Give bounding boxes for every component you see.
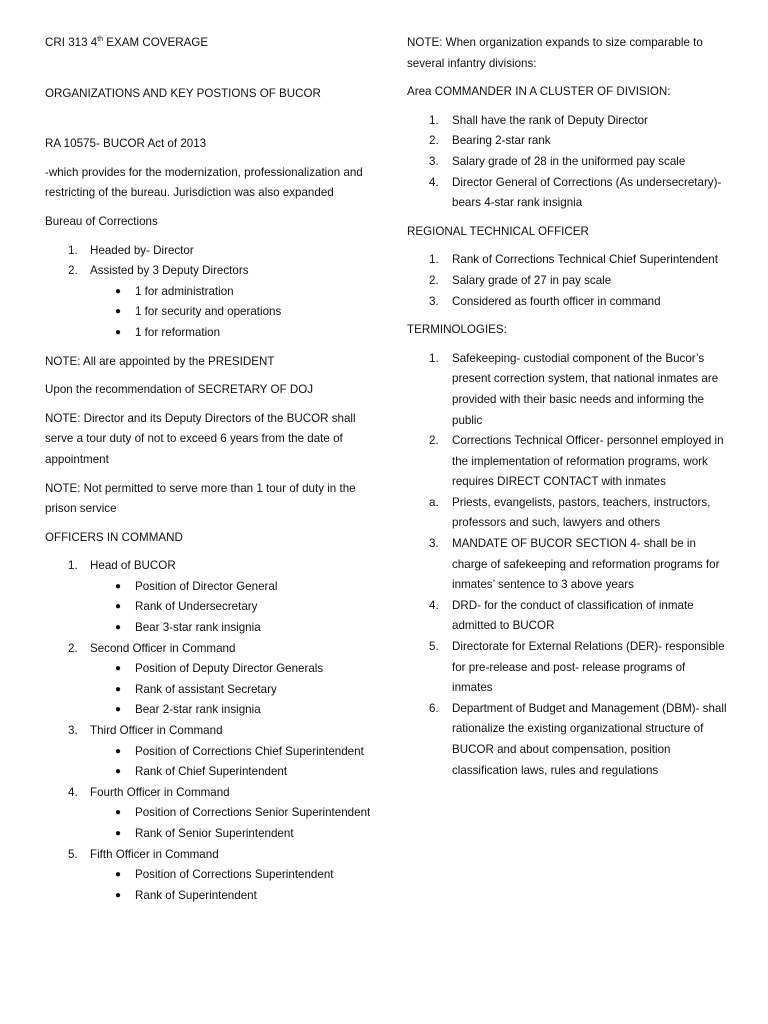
list-item: 5. Directorate for External Relations (DER)- responsible for pre-release and post- release programs of inmates	[429, 640, 725, 695]
list-item: 6. Department of Budget and Management (DBM)- shall rationalize the existing organizational structure of BUCOR and about compensation, position classification laws, rules and regulations	[429, 701, 727, 777]
officers-list	[45, 556, 375, 906]
bullet-item: ● 1 for administration	[45, 282, 375, 303]
left-column	[45, 33, 375, 914]
bullet-icon: ●	[115, 326, 122, 338]
area-commander-list	[407, 111, 727, 214]
officer-bullets	[90, 865, 375, 906]
bullet-icon: ●	[115, 745, 122, 757]
bullet-item: ● Rank of Chief Superintendent	[45, 762, 375, 783]
note-appointed: NOTE: All are appointed by the PRESIDENT	[45, 354, 275, 368]
recommendation: Upon the recommendation of SECRETARY OF DOJ	[45, 383, 314, 397]
officers-heading: OFFICERS IN COMMAND	[45, 530, 183, 544]
area-commander-heading: Area COMMANDER IN A CLUSTER OF DIVISION:	[407, 85, 671, 99]
list-item: 4. Director General of Corrections (As undersecretary)- bears 4-star rank insignia	[429, 175, 722, 210]
right-column	[407, 33, 727, 789]
bullet-item: ● Position of Director General	[45, 577, 375, 598]
act-description: -which provides for the modernization, professionalization and restricting of the bureau. Jurisdiction was also expanded	[45, 165, 363, 200]
bureau-heading: Bureau of Corrections	[45, 214, 158, 228]
list-item: a. Priests, evangelists, pastors, teachers, instructors, professors and such, lawyers and others	[429, 495, 711, 530]
list-item: 2. Second Officer in Command ● Position of Deputy Director Generals ● Rank of assistant Secretary ● Bear 2-star rank insignia	[45, 639, 375, 721]
bullet-item: ● 1 for security and operations	[45, 302, 375, 323]
act-title: RA 10575- BUCOR Act of 2013	[45, 137, 207, 151]
bullet-icon: ●	[115, 663, 122, 675]
bullet-item: ● Position of Corrections Superintendent	[45, 865, 375, 886]
list-item: 1. Shall have the rank of Deputy Director	[429, 113, 648, 127]
list-item: 3. Considered as fourth officer in command	[429, 294, 661, 308]
bullet-item: ● Bear 3-star rank insignia	[45, 618, 375, 639]
section-heading: ORGANIZATIONS AND KEY POSTIONS OF BUCOR	[45, 86, 321, 100]
bullet-item: ● Position of Corrections Chief Superintendent	[45, 742, 375, 763]
bullet-icon: ●	[115, 580, 122, 592]
bullet-icon: ●	[115, 683, 122, 695]
note-tour-duty: NOTE: Director and its Deputy Directors of the BUCOR shall serve a tour duty of not to exceed 6 years from the date of appointment	[45, 411, 356, 466]
bullet-icon: ●	[115, 601, 122, 613]
bullet-icon: ●	[115, 807, 122, 819]
list-item: 2. Bearing 2-star rank	[429, 134, 551, 148]
bullet-icon: ●	[115, 889, 122, 901]
exam-header: CRI 313 4th EXAM COVERAGE	[45, 36, 209, 49]
note-not-permitted: NOTE: Not permitted to serve more than 1 tour of duty in the prison service	[45, 481, 356, 516]
bullet-icon: ●	[115, 766, 122, 778]
bullet-item: ● 1 for reformation	[45, 323, 375, 344]
bullet-icon: ●	[115, 306, 122, 318]
officer-bullets	[90, 803, 375, 844]
bullet-item: ● Rank of assistant Secretary	[45, 680, 375, 701]
bullet-item: ● Position of Corrections Senior Superintendent	[45, 803, 375, 824]
bullet-icon: ●	[115, 828, 122, 839]
bullet-item: ● Rank of Undersecretary	[45, 597, 375, 618]
list-item: 1. Safekeeping- custodial component of the Bucor’s present correction system, that national inmates are provided with their basic needs and informing the public	[429, 351, 719, 427]
expansion-note: NOTE: When organization expands to size comparable to several infantry divisions:	[407, 36, 703, 70]
list-item: 2. Assisted by 3 Deputy Directors ● 1 for administration ● 1 for security and operations ● 1 for reformation	[45, 261, 375, 343]
list-item: 5. Fifth Officer in Command ● Position of Corrections Superintendent ● Rank of Superintendent	[45, 845, 375, 907]
deputy-bullets	[90, 282, 375, 344]
bullet-icon: ●	[115, 704, 122, 716]
bullet-icon: ●	[115, 869, 122, 881]
bullet-item: ● Rank of Senior Superintendent	[45, 824, 375, 845]
bullet-item: ● Position of Deputy Director Generals	[45, 659, 375, 680]
list-item: 1. Head of BUCOR ● Position of Director General ● Rank of Undersecretary ● Bear 3-star rank insignia	[45, 556, 375, 638]
list-item: 3. Salary grade of 28 in the uniformed pay scale	[429, 154, 686, 168]
bullet-item: ● Rank of Superintendent	[45, 886, 375, 907]
officer-bullets	[90, 577, 375, 639]
bullet-item: ● Bear 2-star rank insignia	[45, 700, 375, 721]
list-item: 4. Fourth Officer in Command ● Position of Corrections Senior Superintendent ● Rank of Senior Superintendent	[45, 783, 375, 845]
terminologies-heading: TERMINOLOGIES:	[407, 323, 507, 337]
list-item: 3. MANDATE OF BUCOR SECTION 4- shall be in charge of safekeeping and reformation programs for inmates’ sentence to 3 above years	[429, 537, 720, 592]
list-item: 3. Third Officer in Command ● Position of Corrections Chief Superintendent ● Rank of Chief Superintendent	[45, 721, 375, 783]
bureau-list	[45, 241, 375, 344]
bullet-icon: ●	[115, 622, 122, 634]
officer-bullets	[90, 742, 375, 783]
list-item: 2. Salary grade of 27 in pay scale	[429, 273, 612, 287]
regional-officer-heading: REGIONAL TECHNICAL OFFICER	[407, 224, 589, 238]
list-item: 1. Rank of Corrections Technical Chief Superintendent	[429, 253, 718, 267]
bullet-icon: ●	[115, 285, 122, 297]
officer-bullets	[90, 659, 375, 721]
list-item: 4. DRD- for the conduct of classification of inmate admitted to BUCOR	[429, 598, 694, 633]
list-item: 2. Corrections Technical Officer- personnel employed in the implementation of reformation programs, work requires DIRECT CONTACT with inmates	[429, 434, 724, 489]
regional-officer-list	[407, 250, 727, 312]
terminologies-list	[407, 349, 727, 781]
list-item: 1. Headed by- Director	[68, 243, 194, 257]
